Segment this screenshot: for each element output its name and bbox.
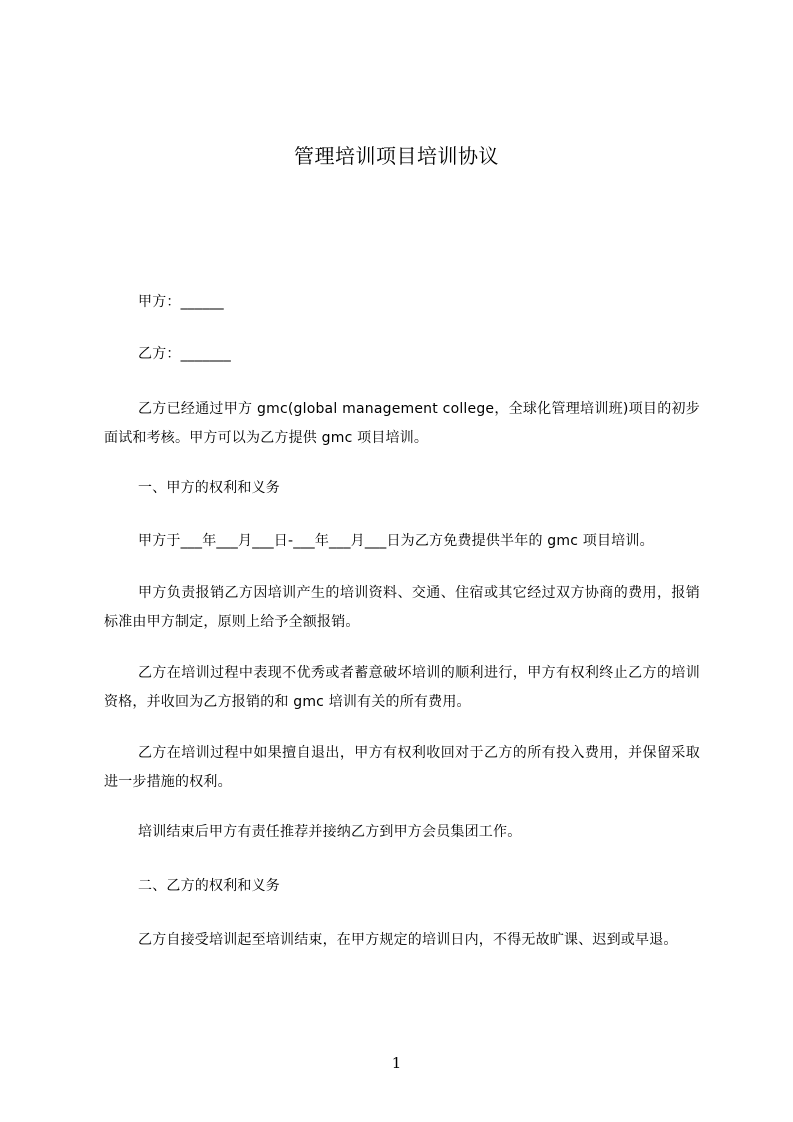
- clause-termination: 乙方在培训过程中表现不优秀或者蓄意破坏培训的顺利进行，甲方有权利终止乙方的培训资格，并收回为乙方报销的和 gmc 培训有关的所有费用。: [104, 665, 700, 710]
- section-heading-party-b: 二、乙方的权利和义务: [138, 878, 280, 894]
- party-b-line: 乙方：_______: [138, 346, 231, 362]
- clause-employment: 培训结束后甲方有责任推荐并接纳乙方到甲方会员集团工作。: [138, 824, 522, 840]
- clause-withdrawal: 乙方在培训过程中如果擅自退出，甲方有权利收回对于乙方的所有投入费用，并保留采取进一步措施的权利。: [104, 745, 700, 790]
- page-title: 管理培训项目培训协议: [294, 144, 499, 168]
- intro-paragraph: 乙方已经通过甲方 gmc(global management college，全球化管理培训班)项目的初步面试和考核。甲方可以为乙方提供 gmc 项目培训。: [104, 401, 700, 446]
- section-heading-party-a: 一、甲方的权利和义务: [138, 480, 280, 496]
- clause-training-period: 甲方于___年___月___日-___年___月___日为乙方免费提供半年的 gmc 项目培训。: [138, 533, 654, 549]
- clause-attendance: 乙方自接受培训起至培训结束，在甲方规定的培训日内，不得无故旷课、迟到或早退。: [138, 932, 678, 948]
- clause-reimbursement: 甲方负责报销乙方因培训产生的培训资料、交通、住宿或其它经过双方协商的费用，报销标准由甲方制定，原则上给予全额报销。: [104, 585, 700, 630]
- page-number: 1: [391, 1054, 402, 1072]
- party-a-line: 甲方：______: [138, 294, 224, 310]
